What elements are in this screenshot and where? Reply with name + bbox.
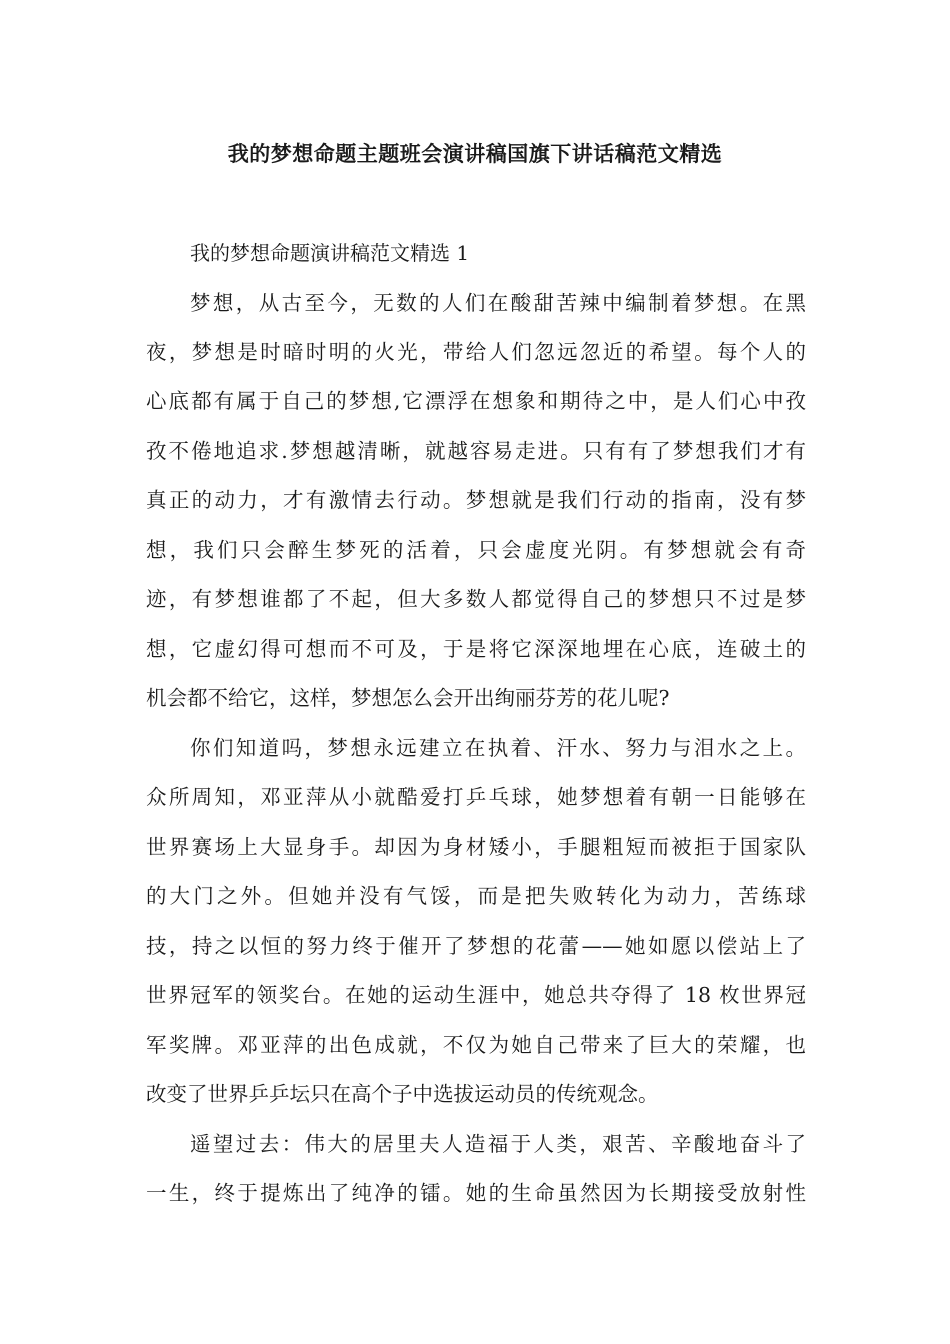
section-subtitle: 我的梦想命题演讲稿范文精选 1 <box>190 241 470 265</box>
paragraph-3-line: 遥望过去：伟大的居里夫人造福于人类，艰苦、辛酸地奋斗了 <box>190 1132 806 1156</box>
paragraph-1-line: 想，我们只会醉生梦死的活着，只会虚度光阴。有梦想就会有奇 <box>146 538 806 562</box>
paragraph-2-line: 的大门之外。但她并没有气馁，而是把失败转化为动力，苦练球 <box>146 884 806 908</box>
paragraph-1-line: 夜，梦想是时暗时明的火光，带给人们忽远忽近的希望。每个人的 <box>146 340 806 364</box>
paragraph-2-line: 改变了世界乒乒坛只在高个子中选拔运动员的传统观念。 <box>146 1082 659 1106</box>
paragraph-3-line: 一生，终于提炼出了纯净的镭。她的生命虽然因为长期接受放射性 <box>146 1181 806 1205</box>
paragraph-1-line: 机会都不给它，这样，梦想怎么会开出绚丽芬芳的花儿呢? <box>146 686 670 710</box>
paragraph-1-line: 心底都有属于自己的梦想,它漂浮在想象和期待之中，是人们心中孜 <box>146 389 806 413</box>
document-title: 我的梦想命题主题班会演讲稿国旗下讲话稿范文精选 <box>227 142 723 166</box>
paragraph-2-line: 军奖牌。邓亚萍的出色成就，不仅为她自己带来了巨大的荣耀，也 <box>146 1033 806 1057</box>
paragraph-2-line: 众所周知，邓亚萍从小就酷爱打乒乓球，她梦想着有朝一日能够在 <box>146 785 806 809</box>
paragraph-1-line: 孜不倦地追求.梦想越清晰，就越容易走进。只有有了梦想我们才有 <box>146 439 806 463</box>
paragraph-2-line: 技，持之以恒的努力终于催开了梦想的花蕾——她如愿以偿站上了 <box>146 934 806 958</box>
paragraph-1-line: 迹，有梦想谁都了不起，但大多数人都觉得自己的梦想只不过是梦 <box>146 587 806 611</box>
paragraph-1-line: 想，它虚幻得可想而不可及，于是将它深深地埋在心底，连破土的 <box>146 637 806 661</box>
paragraph-2-line: 世界冠军的领奖台。在她的运动生涯中，她总共夺得了 18 枚世界冠 <box>146 983 806 1007</box>
paragraph-2-line: 你们知道吗，梦想永远建立在执着、汗水、努力与泪水之上。 <box>190 736 806 760</box>
paragraph-1-line: 真正的动力，才有激情去行动。梦想就是我们行动的指南，没有梦 <box>146 488 806 512</box>
paragraph-2-line: 世界赛场上大显身手。却因为身材矮小，手腿粗短而被拒于国家队 <box>146 835 806 859</box>
paragraph-1-line: 梦想，从古至今，无数的人们在酸甜苦辣中编制着梦想。在黑 <box>190 291 806 315</box>
